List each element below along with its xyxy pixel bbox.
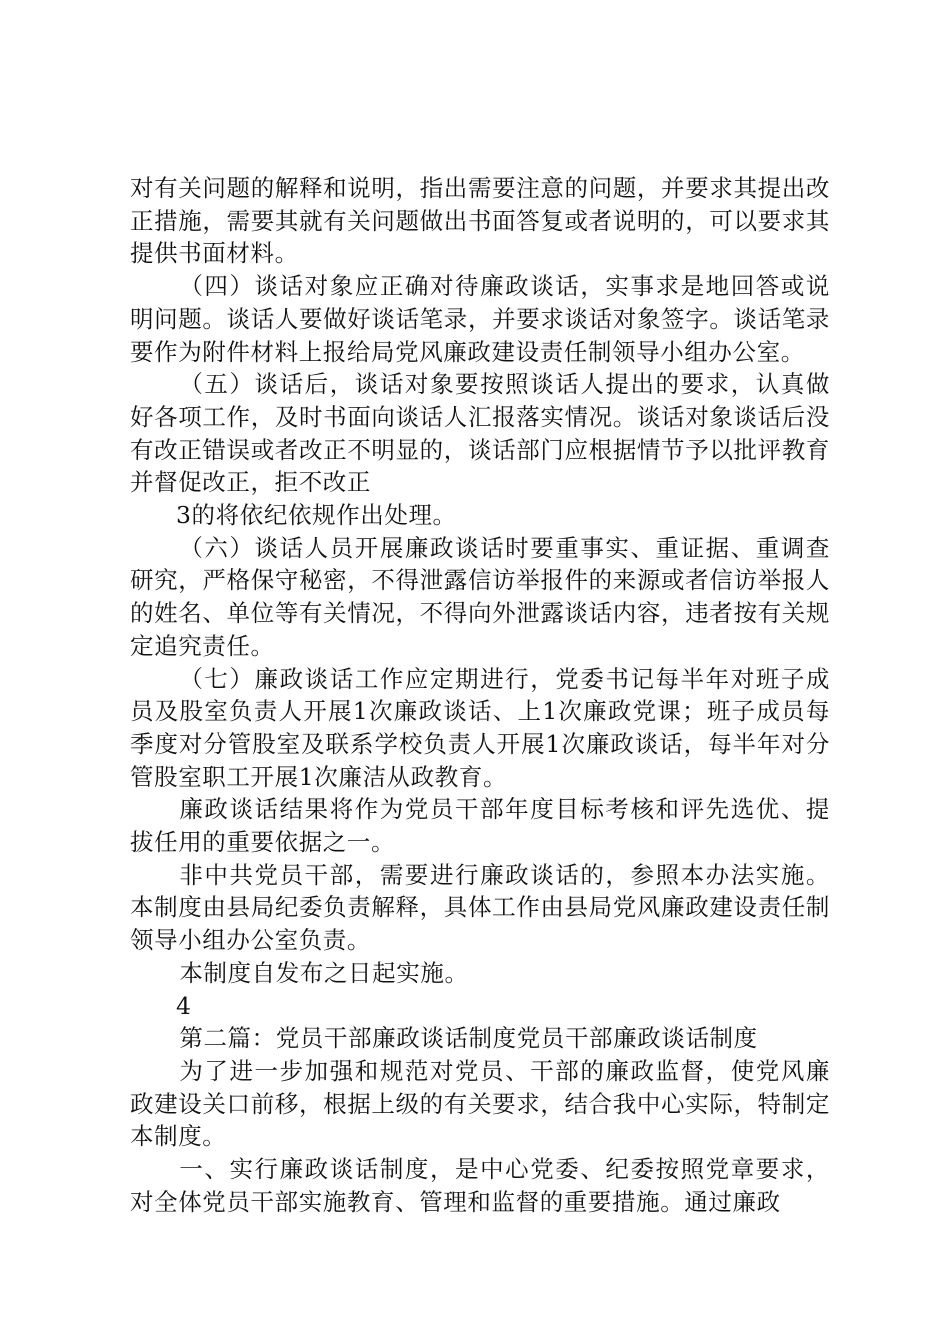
paragraph-effective-date: 本制度自发布之日起实施。 <box>179 958 469 987</box>
paragraph-continuation: 对有关问题的解释和说明，指出需要注意的问题，并要求其提出改正措施，需要其就有关问题做出书面答复或者说明的，可以要求其提供书面材料。 <box>130 174 830 268</box>
paragraph-results: 廉政谈话结果将作为党员干部年度目标考核和评先选优、提拔任用的重要依据之一。 <box>130 795 830 857</box>
section-heading: 第二篇：党员干部廉政谈话制度党员干部廉政谈话制度 <box>179 1024 758 1053</box>
paragraph-item-1: 一、实行廉政谈话制度，是中心党委、纪委按照党章要求，对全体党员干部实施教育、管理和监督的重要措施。通过廉政 <box>130 1155 830 1216</box>
paragraph-item-6: （六）谈话人员开展廉政谈话时要重事实、重证据、重调查研究，严格保守秘密，不得泄露信访举报件的来源或者信访举报人的姓名、单位等有关情况，不得向外泄露谈话内容，违者按有关规定追究责任。 <box>130 533 830 660</box>
paragraph-item-4: （四）谈话对象应正确对待廉政谈话，实事求是地回答或说明问题。谈话人要做好谈话笔录，并要求谈话对象签字。谈话笔录要作为附件材料上报给局党风廉政建设责任制领导小组办公室。 <box>130 272 830 366</box>
paragraph-item-7: （七）廉政谈话工作应定期进行，党委书记每半年对班子成员及股室负责人开展1次廉政谈话、上1次廉政党课；班子成员每季度对分管股室及联系学校负责人开展1次廉政谈话，每半年对分管股室职工开展1次廉洁从政教育。 <box>130 664 830 791</box>
paragraph-item-5: （五）谈话后，谈话对象要按照谈话人提出的要求，认真做好各项工作，及时书面向谈话人汇报落实情况。谈话对象谈话后没有改正错误或者改正不明显的，谈话部门应根据情节予以批评教育并督促改正，拒不改正 <box>130 370 830 497</box>
paragraph-page-break-text: 3的将依纪依规作出处理。 <box>176 501 457 530</box>
paragraph-purpose: 为了进一步加强和规范对党员、干部的廉政监督，使党风廉政建设关口前移，根据上级的有关要求，结合我中心实际，特制定本制度。 <box>130 1056 830 1151</box>
paragraph-non-party: 非中共党员干部，需要进行廉政谈话的，参照本办法实施。本制度由县局纪委负责解释，具体工作由县局党风廉政建设责任制领导小组办公室负责。 <box>130 860 830 955</box>
page-number: 4 <box>176 991 192 1020</box>
document-body <box>130 172 830 1219</box>
